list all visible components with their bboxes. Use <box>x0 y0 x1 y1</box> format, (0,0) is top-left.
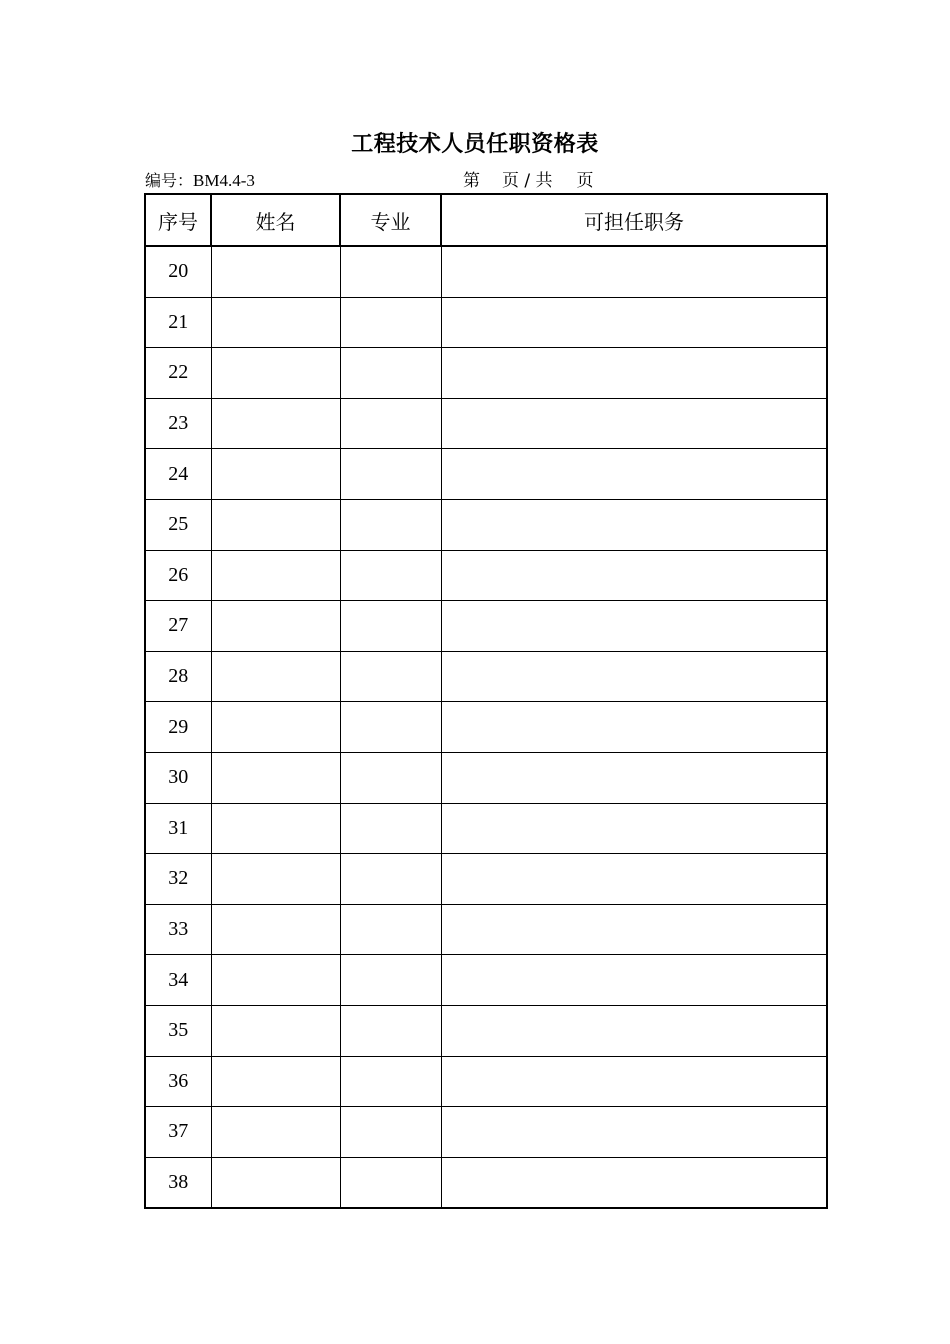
name-cell[interactable] <box>211 398 340 449</box>
name-cell[interactable] <box>211 1056 340 1107</box>
row-index-cell: 20 <box>145 246 211 297</box>
row-index-cell: 30 <box>145 752 211 803</box>
table-row <box>145 1157 827 1208</box>
major-cell[interactable] <box>340 1056 441 1107</box>
major-cell[interactable] <box>340 398 441 449</box>
name-cell[interactable] <box>211 752 340 803</box>
name-cell[interactable] <box>211 1107 340 1158</box>
duty-cell[interactable] <box>441 752 827 803</box>
table-row <box>145 1005 827 1056</box>
name-cell[interactable] <box>211 702 340 753</box>
table-row <box>145 398 827 449</box>
row-index-cell: 38 <box>145 1157 211 1208</box>
qualification-table <box>144 193 828 1209</box>
duty-cell[interactable] <box>441 651 827 702</box>
column-header-major: 专业 <box>340 194 441 246</box>
name-cell[interactable] <box>211 955 340 1006</box>
table-row <box>145 297 827 348</box>
name-cell[interactable] <box>211 449 340 500</box>
column-header-index: 序号 <box>145 194 211 246</box>
name-cell[interactable] <box>211 601 340 652</box>
table-row <box>145 1107 827 1158</box>
row-index-cell: 27 <box>145 601 211 652</box>
name-cell[interactable] <box>211 1157 340 1208</box>
name-cell[interactable] <box>211 297 340 348</box>
row-index-cell: 37 <box>145 1107 211 1158</box>
row-index-cell: 34 <box>145 955 211 1006</box>
major-cell[interactable] <box>340 1107 441 1158</box>
duty-cell[interactable] <box>441 702 827 753</box>
table-row <box>145 348 827 399</box>
table-row <box>145 499 827 550</box>
page-prefix: 第 <box>463 171 480 191</box>
name-cell[interactable] <box>211 651 340 702</box>
column-header-duty: 可担任职务 <box>441 194 827 246</box>
major-cell[interactable] <box>340 601 441 652</box>
major-cell[interactable] <box>340 449 441 500</box>
table-body <box>145 246 827 1208</box>
duty-cell[interactable] <box>441 904 827 955</box>
major-cell[interactable] <box>340 246 441 297</box>
name-cell[interactable] <box>211 803 340 854</box>
table-row <box>145 550 827 601</box>
row-index-cell: 25 <box>145 499 211 550</box>
table-row <box>145 246 827 297</box>
duty-cell[interactable] <box>441 449 827 500</box>
major-cell[interactable] <box>340 499 441 550</box>
document-title: 工程技术人员任职资格表 <box>351 132 599 157</box>
duty-cell[interactable] <box>441 499 827 550</box>
form-code <box>145 170 255 192</box>
name-cell[interactable] <box>211 499 340 550</box>
major-cell[interactable] <box>340 955 441 1006</box>
name-cell[interactable] <box>211 854 340 905</box>
table-row <box>145 854 827 905</box>
row-index-cell: 23 <box>145 398 211 449</box>
name-cell[interactable] <box>211 1005 340 1056</box>
duty-cell[interactable] <box>441 348 827 399</box>
major-cell[interactable] <box>340 550 441 601</box>
row-index-cell: 29 <box>145 702 211 753</box>
table-row <box>145 803 827 854</box>
column-header-name: 姓名 <box>211 194 340 246</box>
form-code-label: 编号： <box>145 171 194 190</box>
table-row <box>145 904 827 955</box>
duty-cell[interactable] <box>441 1005 827 1056</box>
row-index-cell: 33 <box>145 904 211 955</box>
duty-cell[interactable] <box>441 1157 827 1208</box>
major-cell[interactable] <box>340 1157 441 1208</box>
duty-cell[interactable] <box>441 398 827 449</box>
major-cell[interactable] <box>340 752 441 803</box>
form-code-value: BM4.4-3 <box>193 171 255 190</box>
major-cell[interactable] <box>340 904 441 955</box>
table-row <box>145 601 827 652</box>
duty-cell[interactable] <box>441 601 827 652</box>
page-indicator <box>463 170 594 192</box>
row-index-cell: 35 <box>145 1005 211 1056</box>
major-cell[interactable] <box>340 803 441 854</box>
table-header-row <box>145 194 827 246</box>
name-cell[interactable] <box>211 246 340 297</box>
row-index-cell: 36 <box>145 1056 211 1107</box>
major-cell[interactable] <box>340 651 441 702</box>
duty-cell[interactable] <box>441 854 827 905</box>
name-cell[interactable] <box>211 550 340 601</box>
duty-cell[interactable] <box>441 246 827 297</box>
major-cell[interactable] <box>340 1005 441 1056</box>
duty-cell[interactable] <box>441 297 827 348</box>
table-row <box>145 752 827 803</box>
duty-cell[interactable] <box>441 955 827 1006</box>
page-suffix: 页 <box>576 171 594 191</box>
table-row <box>145 702 827 753</box>
row-index-cell: 31 <box>145 803 211 854</box>
table-row <box>145 449 827 500</box>
table-row <box>145 955 827 1006</box>
row-index-cell: 26 <box>145 550 211 601</box>
name-cell[interactable] <box>211 904 340 955</box>
duty-cell[interactable] <box>441 1107 827 1158</box>
page-mid: 页 / 共 <box>502 171 553 191</box>
major-cell[interactable] <box>340 702 441 753</box>
major-cell[interactable] <box>340 854 441 905</box>
major-cell[interactable] <box>340 297 441 348</box>
row-index-cell: 22 <box>145 348 211 399</box>
duty-cell[interactable] <box>441 803 827 854</box>
row-index-cell: 32 <box>145 854 211 905</box>
name-cell[interactable] <box>211 348 340 399</box>
row-index-cell: 28 <box>145 651 211 702</box>
major-cell[interactable] <box>340 348 441 399</box>
duty-cell[interactable] <box>441 1056 827 1107</box>
table-row <box>145 651 827 702</box>
table-row <box>145 1056 827 1107</box>
row-index-cell: 24 <box>145 449 211 500</box>
duty-cell[interactable] <box>441 550 827 601</box>
row-index-cell: 21 <box>145 297 211 348</box>
